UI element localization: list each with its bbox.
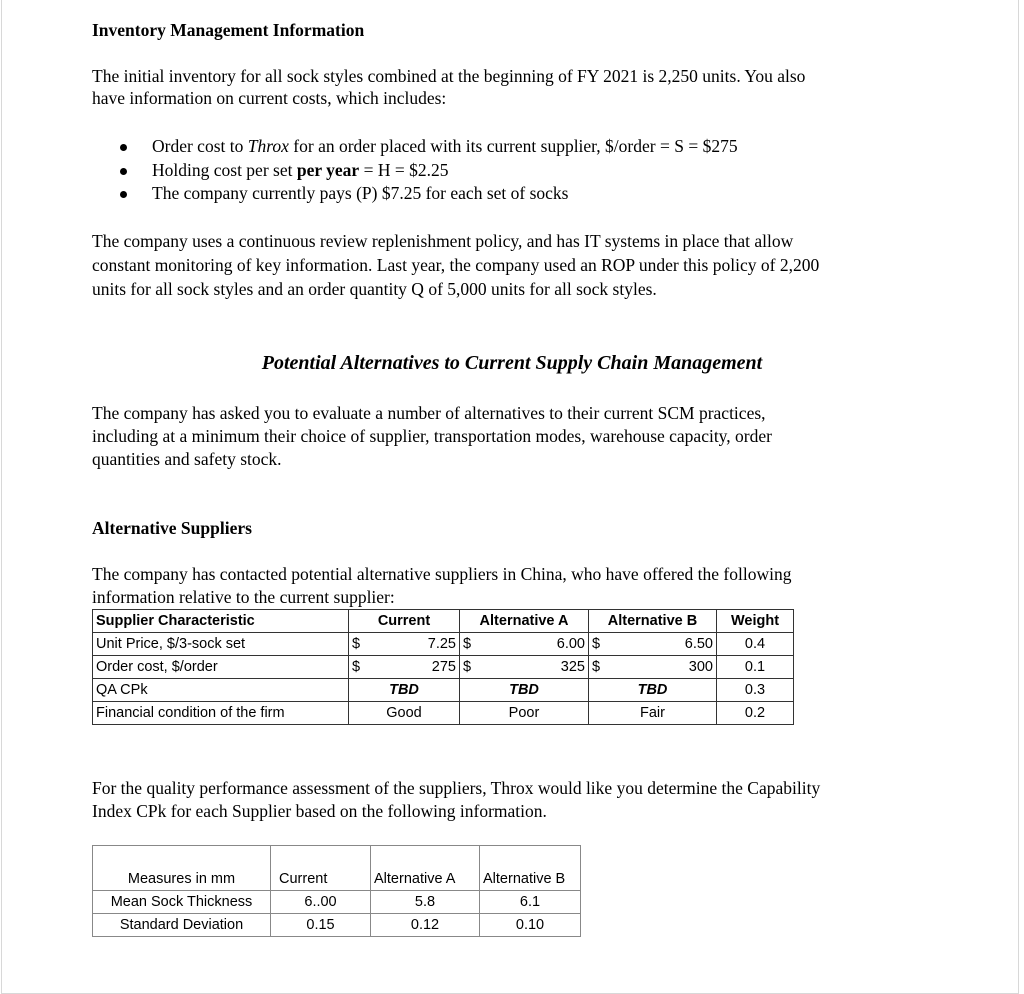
- table-header-row: Supplier Characteristic Current Alternative A Alternative B Weight: [93, 610, 794, 633]
- policy-line-2: constant monitoring of key information. Last year, the company used an ROP under this policy of 2,200: [92, 255, 820, 275]
- subsection-title: Alternative Suppliers: [92, 518, 252, 538]
- table-row: Standard Deviation 0.15 0.12 0.10: [93, 914, 581, 937]
- page-title: Inventory Management Information: [92, 20, 365, 40]
- supplier-table: [92, 609, 794, 725]
- list-item: The company currently pays (P) $7.25 for each set of socks: [118, 182, 738, 206]
- quality-line-1: For the quality performance assessment of the suppliers, Throx would like you determine the Capability: [92, 778, 821, 798]
- measures-table: [92, 845, 581, 937]
- table-row: Financial condition of the firm Good Poor Fair 0.2: [93, 702, 794, 725]
- list-item: Order cost to Throx for an order placed with its current supplier, $/order = S = $275: [118, 135, 738, 159]
- section-line-3: quantities and safety stock.: [92, 449, 282, 469]
- policy-line-1: The company uses a continuous review replenishment policy, and has IT systems in place that allow: [92, 231, 794, 251]
- section-line-1: The company has asked you to evaluate a number of alternatives to their current SCM practices,: [92, 403, 766, 423]
- table-row: QA CPk TBD TBD TBD 0.3: [93, 679, 794, 702]
- cost-list: [118, 135, 738, 206]
- table-row: Unit Price, $/3-sock set $ 7.25 $ 6.00 $ 6.50 0.4: [93, 633, 794, 656]
- intro-line-1: The initial inventory for all sock styles combined at the beginning of FY 2021 is 2,250 units. You also: [92, 66, 806, 86]
- list-item: Holding cost per set per year = H = $2.25: [118, 159, 738, 183]
- quality-line-2: Index CPk for each Supplier based on the following information.: [92, 801, 547, 821]
- table-row: Mean Sock Thickness 6..00 5.8 6.1: [93, 891, 581, 914]
- intro-line-2: have information on current costs, which includes:: [92, 88, 447, 108]
- table-row: Order cost, $/order $ 275 $ 325 $ 300 0.1: [93, 656, 794, 679]
- policy-line-3: units for all sock styles and an order quantity Q of 5,000 units for all sock styles.: [92, 279, 657, 299]
- table-header-row: Measures in mm Current Alternative A Alternative B: [93, 846, 581, 891]
- sub-line-2: information relative to the current supplier:: [92, 587, 395, 607]
- section-title: Potential Alternatives to Current Supply Chain Management: [261, 352, 763, 374]
- section-line-2: including at a minimum their choice of supplier, transportation modes, warehouse capacity, order: [92, 426, 772, 446]
- sub-line-1: The company has contacted potential alternative suppliers in China, who have offered the following: [92, 564, 792, 584]
